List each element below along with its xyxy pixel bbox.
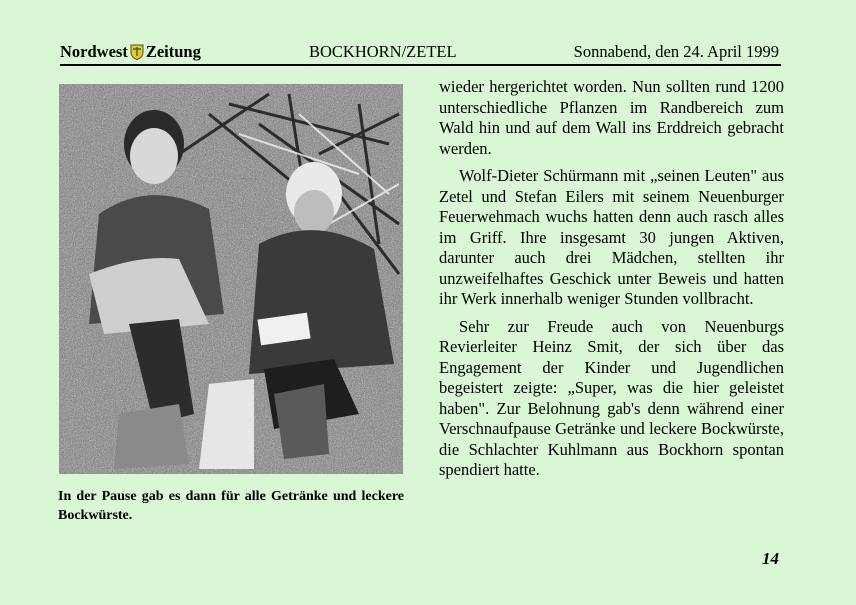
article-paragraph: wieder hergerichtet worden. Nun sollten rund 1200 unterschiedliche Pflanzen im Randbereich zum Wald hin und auf dem Wall ins Erddreich gebracht werden.: [439, 77, 784, 158]
page-number: 14: [762, 549, 779, 568]
article-body: [439, 77, 784, 488]
photo-caption: In der Pause gab es dann für alle Getränke und leckere Bockwürste.: [58, 489, 404, 523]
section-location: BOCKHORN/ZETEL: [309, 42, 457, 61]
masthead-word-zeitung: Zeitung: [145, 42, 201, 61]
page-header: [60, 42, 781, 66]
coat-of-arms-icon: [130, 44, 144, 60]
newspaper-masthead: [60, 42, 201, 62]
issue-date: Sonnabend, den 24. April 1999: [573, 42, 779, 61]
news-photo: [59, 84, 403, 474]
masthead-word-nordwest: Nordwest: [60, 42, 128, 61]
article-paragraph: Wolf-Dieter Schürmann mit „seinen Leuten" aus Zetel und Stefan Eilers mit seinem Neuenburger Feuerwehmach wuchs hatten denn auch rasch alles im Griff. Ihre insgesamt 30 jungen Aktiven, darunter auch drei Mädchen, stellten ihr unzweifelhaftes Geschick unter Beweis und hatten ihr Werk innerhalb weniger Stunden vollbracht.: [439, 166, 784, 308]
article-paragraph: Sehr zur Freude auch von Neuenburgs Revierleiter Heinz Smit, der sich über das Engagement der Kinder und Jugendlichen begeistert zeigte: „Super, was die hier geleistet haben". Zur Belohnung gab's denn während einer Verschnaufpause Getränke und leckere Bockwürste, die Schlachter Kuhlmann aus Bockhorn spontan spendiert hatte.: [439, 316, 784, 479]
